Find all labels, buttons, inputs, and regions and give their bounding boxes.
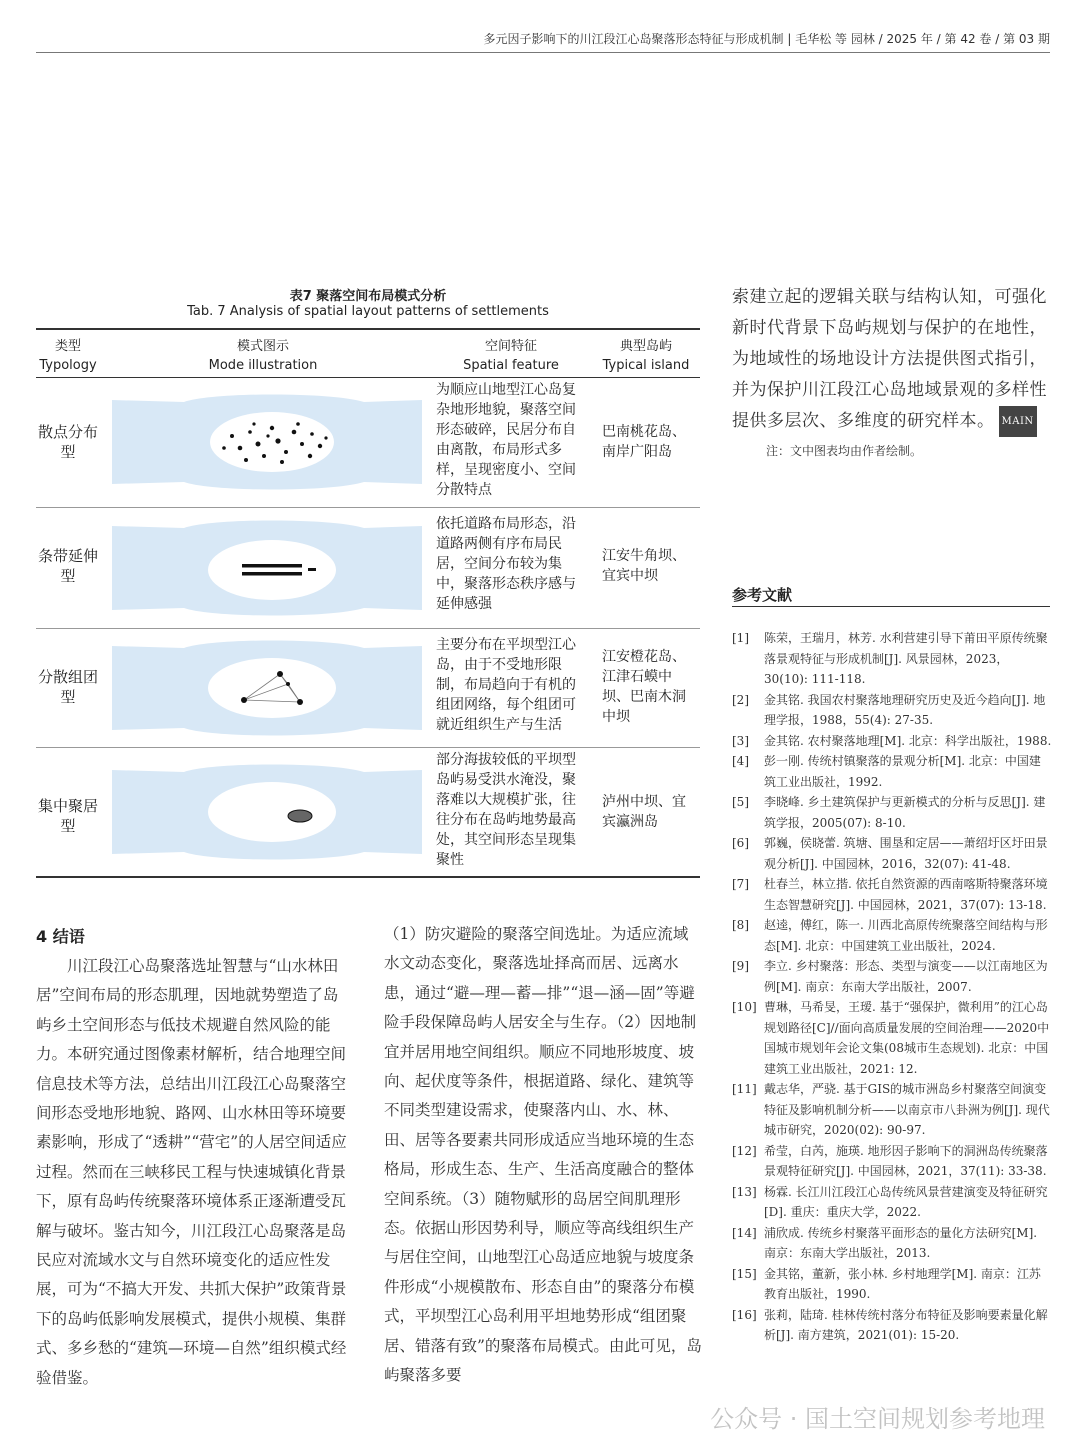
table-row	[36, 629, 700, 747]
table-row	[36, 378, 700, 507]
reference-item: [16] 张莉，陆琦. 桂林传统村落分布特征及影响要素量化解析[J]. 南方建筑，2021(01): 15-20.	[732, 1307, 1048, 1342]
header-mode: 模式图示 Mode illustration	[208, 339, 318, 373]
row-feature: 部分海拔较低的平坝型岛屿易受洪水淹没，聚落难以大规模扩张，往往分布在岛屿地势最高处，其空间形态呈现集聚性	[436, 752, 576, 868]
reference-item: [2] 金其铭. 我国农村聚落地理研究历史及近今趋向[J]. 地理学报，1988，55(4): 27-35.	[732, 692, 1046, 727]
concentrated-illustration	[112, 756, 422, 868]
reference-item: [15] 金其铭，董新，张小林. 乡村地理学[M]. 南京：江苏教育出版社，1990.	[732, 1266, 1041, 1301]
row-type: 条带延伸型	[37, 547, 98, 585]
reference-item: [1] 陈荣，王瑞月，林芳. 水利营建引导下莆田平原传统聚落景观特征与形成机制[J]. 风景园林，2023，30(10): 111-118.	[732, 631, 1048, 686]
reference-item: [13] 杨霖. 长江川江段江心岛传统风景营建演变及特征研究[D]. 重庆：重庆大学，2022.	[732, 1184, 1048, 1219]
table-bottom-rule	[36, 876, 700, 878]
reference-item: [14] 浦欣成. 传统乡村聚落平面形态的量化方法研究[M]. 南京：东南大学出版社，2013.	[732, 1225, 1038, 1260]
row-islands: 泸州中坝、宜宾瀛洲岛	[602, 794, 686, 830]
running-header: 多元因子影响下的川江段江心岛聚落形态特征与形成机制 | 毛华松 等 园林 / 2025 年 / 第 42 卷 / 第 03 期	[36, 30, 1050, 53]
header-island: 典型岛屿 Typical island	[602, 339, 690, 373]
reference-item: [3] 金其铭. 农村聚落地理[M]. 北京：科学出版社，1988.	[732, 733, 1052, 748]
reference-item: [8] 赵逵，傅红，陈一. 川西北高原传统聚落空间结构与形态[M]. 北京：中国建筑工业出版社，2024.	[732, 918, 1048, 953]
row-islands: 江安橙花岛、江津石蟆中坝、巴南木洞中坝	[602, 649, 686, 725]
badge: MAIN	[999, 406, 1037, 437]
header-typology: 类型 Typology	[39, 339, 97, 373]
reference-item: [4] 彭一刚. 传统村镇聚落的景观分析[M]. 北京：中国建筑工业出版社，1992.	[732, 754, 1041, 789]
reference-item: [12] 希莹，白芮，施瑛. 地形因子影响下的洞洲岛传统聚落景观特征研究[J]. 中国园林，2021，37(11): 33-38.	[732, 1143, 1048, 1178]
strip-illustration	[112, 512, 422, 624]
reference-item: [6] 郭巍，侯晓蕾. 筑塘、围垦和定居——萧绍圩区圩田景观分析[J]. 中国园林，2016，32(07): 41-48.	[732, 836, 1048, 871]
references-list	[732, 628, 1052, 1346]
row-type: 集中聚居型	[37, 797, 98, 835]
reference-item: [7] 杜春兰，林立揩. 依托自然资源的西南喀斯特聚落环境生态智慧研究[J]. 中国园林，2021，37(07): 13-18.	[732, 877, 1048, 912]
table-row	[36, 748, 700, 874]
conclusion-points: （1）防灾避险的聚落空间选址。为适应流域水文动态变化，聚落选址择高而居、远离水患，通过“避—理—蓄—排”“退—涵—固”等避险手段保障岛屿人居安全与生存。（2）因地制宜并居用地空间组织。顺应不同地形坡度、坡向、起伏度等条件，根据道路、绿化、建筑等不同类型建设需求，使聚落内山、水、林、田、居等各要素共同形成适应当地环境的生态格局，形成生态、生产、生活高度融合的整体空间系统。（3）随物赋形的岛居空间肌理形态。依据山形因势利导，顺应等高线组织生产与居住空间，山地型江心岛适应地貌与坡度条件形成“小规模散布、形态自由”的聚落分布模式，平坝型江心岛利用平坦地势形成“组团聚居、错落有致”的聚落布局模式。由此可见，岛屿聚落多要	[384, 925, 702, 1385]
references-rule	[732, 606, 1050, 607]
references-title: 参考文献	[732, 586, 793, 604]
conclusion-continued: 索建立起的逻辑关联与结构认知，可强化新时代背景下岛屿规划与保护的在地性，为地域性的场地设计方法提供图式指引，并为保护川江段江心岛地域景观的多样性提供多层次、多维度的研究样本。 MAIN	[732, 282, 1050, 437]
row-islands: 巴南桃花岛、南岸广阳岛	[602, 424, 686, 460]
table-caption-en: Tab. 7 Analysis of spatial layout patterns of settlements	[187, 304, 549, 319]
table-top-rule	[36, 328, 700, 330]
reference-item: [11] 戴志华，严骁. 基于GIS的城市洲岛乡村聚落空间演变特征及影响机制分析——以南京市八卦洲为例[J]. 现代城市研究，2020(02): 90-97.	[732, 1082, 1050, 1137]
row-type: 分散组团型	[37, 668, 98, 706]
table-note: 注：文中图表均由作者绘制。	[766, 444, 923, 458]
reference-item: [5] 李晓峰. 乡土建筑保护与更新模式的分析与反思[J]. 建筑学报，2005(07): 8-10.	[732, 795, 1046, 830]
header-feature: 空间特征 Spatial feature	[463, 339, 559, 373]
reference-item: [9] 李立. 乡村聚落：形态、类型与演变——以江南地区为例[M]. 南京：东南大学出版社，2007.	[732, 959, 1048, 994]
scatter-illustration	[112, 386, 422, 498]
table-caption-cn: 表7 聚落空间布局模式分析	[289, 289, 447, 304]
row-feature: 主要分布在平坝型江心岛，由于不受地形限制，布局趋向于有机的组团网络，每个组团可就近组织生产与生活	[436, 637, 576, 733]
watermark: 公众号 · 国土空间规划参考地理	[710, 1405, 1045, 1433]
row-islands: 江安牛角坝、宜宾中坝	[602, 548, 686, 584]
table-row	[36, 508, 700, 628]
conclusion-paragraph: 川江段江心岛聚落选址智慧与“山水林田居”空间布局的形态肌理，因地就势塑造了岛屿乡土空间形态与低技术规避自然风险的能力。本研究通过图像素材解析，结合地理空间信息技术等方法，总结出川江段江心岛聚落空间形态受地形地貌、路网、山水林田等环境要素影响，形成了“透耕”“营宅”的人居空间适应过程。然而在三峡移民工程与快速城镇化背景下，原有岛屿传统聚落环境体系正逐渐遭受瓦解与破坏。鉴古知今，川江段江心岛聚落是岛民应对流域水文与自然环境变化的适应性发展，可为“不搞大开发、共抓大保护”政策背景下的岛屿低影响发展模式，提供小规模、集群式、多乡愁的“建筑—环境—自然”组织模式经验借鉴。	[36, 957, 347, 1387]
section-title: 4 结语	[36, 927, 85, 946]
row-feature: 依托道路布局形态，沿道路两侧有序布局民居，空间分布较为集中，聚落形态秩序感与延伸感强	[436, 516, 576, 612]
reference-item: [10] 曹琳，马希旻，王瑷. 基于“强保护，微利用”的江心岛规划路径[C]//面向高质量发展的空间治理——2020中国城市规划年会论文集(08城市生态规划). 北京：中国建筑工业出版社，2021: 12.	[732, 1000, 1050, 1076]
row-feature: 为顺应山地型江心岛复杂地形地貌，聚落空间形态破碎，民居分布自由离散，布局形式多样，呈现密度小、空间分散特点	[436, 382, 576, 498]
cluster-illustration	[112, 632, 422, 744]
row-type: 散点分布型	[37, 423, 98, 461]
